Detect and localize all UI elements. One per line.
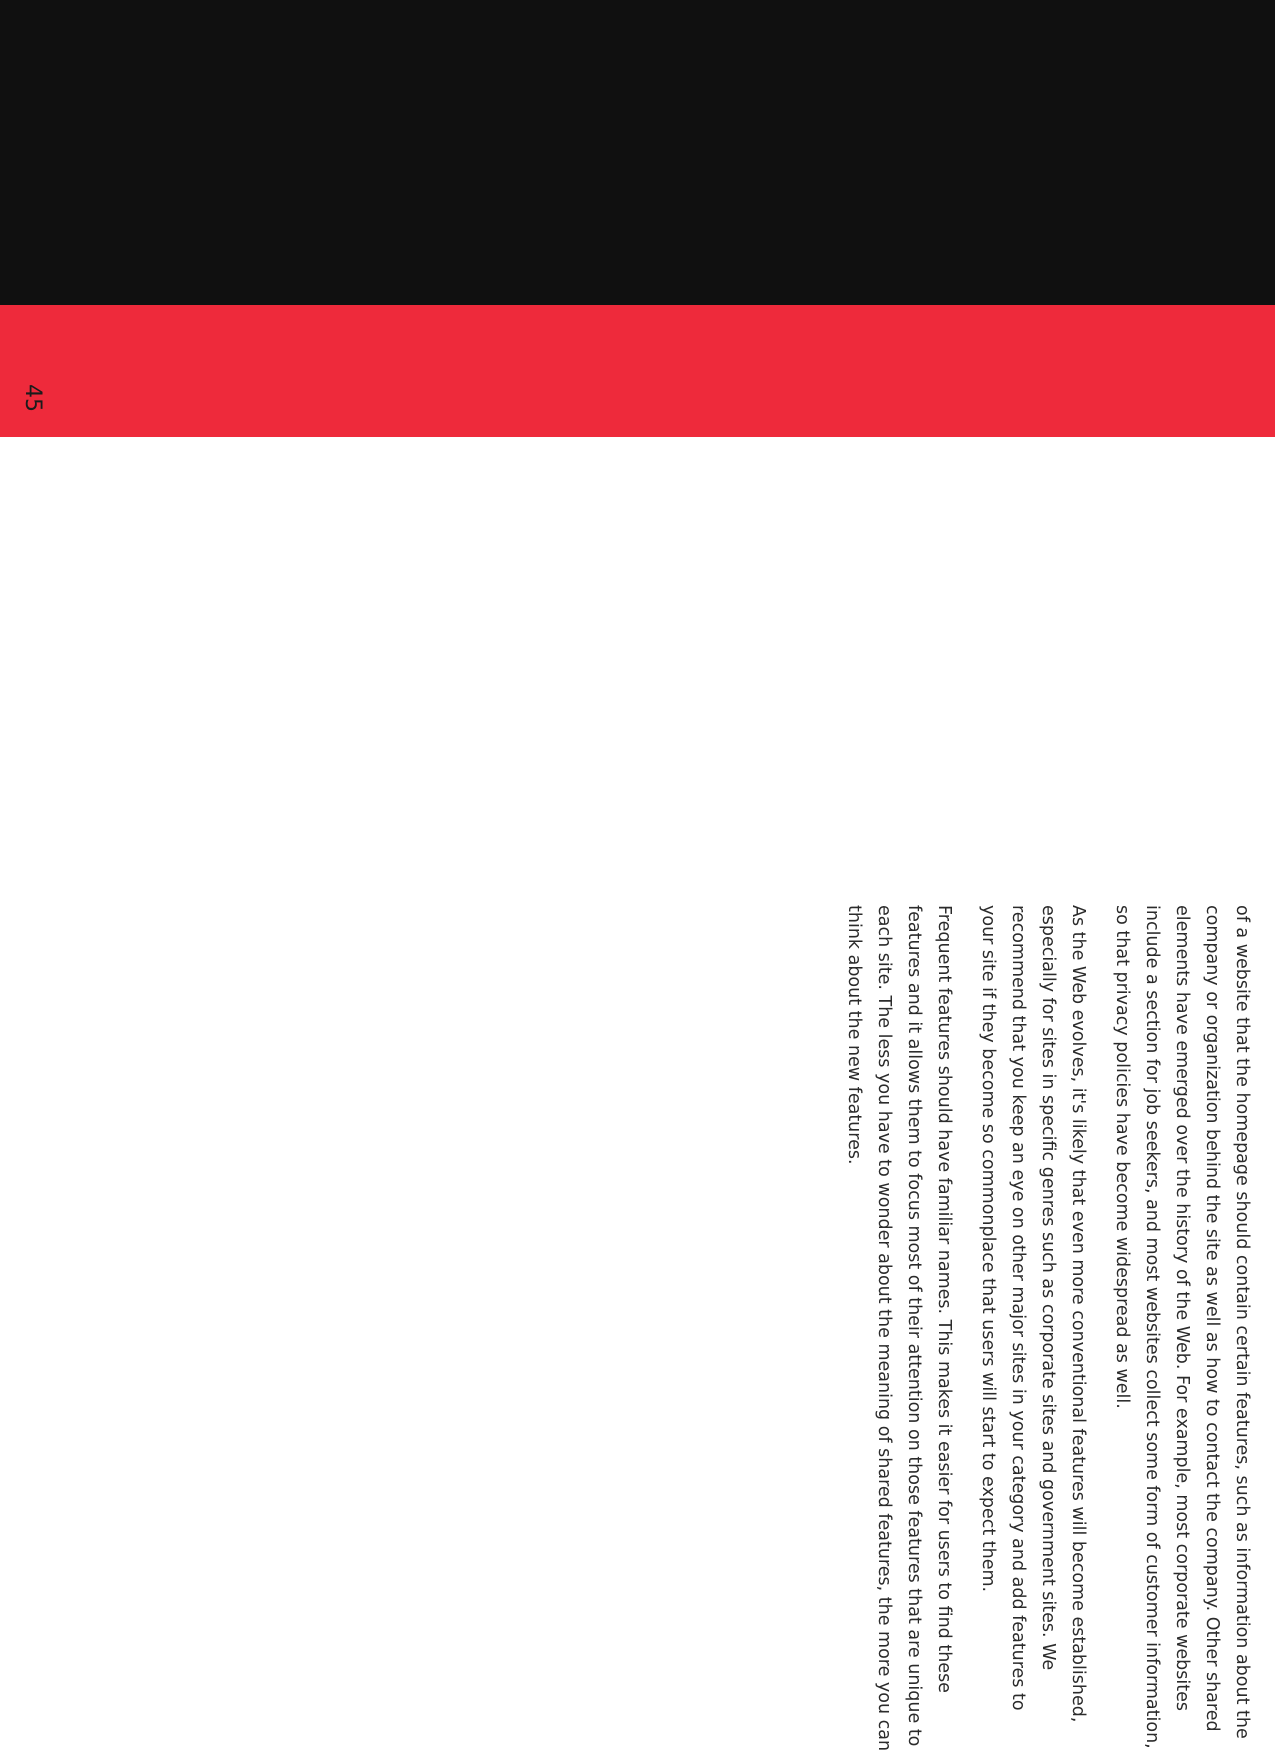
- dark-margin-band: [0, 0, 1275, 305]
- paragraph: Frequent features should have familiar names. This makes it easier for users to find these features and it allows them to focus most of their attention on those features that are unique to each site. The less you have to wonder about the meaning of shared features, the more you can think about the new features.: [844, 905, 954, 1752]
- intro-text-column: [825, 905, 1257, 1755]
- red-header-band: [0, 305, 1275, 437]
- page-number: 45: [20, 384, 45, 412]
- paragraph: As the Web evolves, it's likely that even more conventional features will become established, especially for sites in specific genres such as corporate sites and government sites. We recommend that you keep an eye on other major sites in your category and add features to your site if they become so commonplace that users will start to expect them.: [978, 905, 1088, 1723]
- paragraph: of a website that the homepage should contain certain features, such as information about the company or organization behind the site as well as how to contact the company. Other shared elements have emerged over the history of the Web. For example, most corporate websites include a section for job seekers, and most websites collect some form of customer information, so that privacy policies have become widespread as well.: [1112, 905, 1252, 1749]
